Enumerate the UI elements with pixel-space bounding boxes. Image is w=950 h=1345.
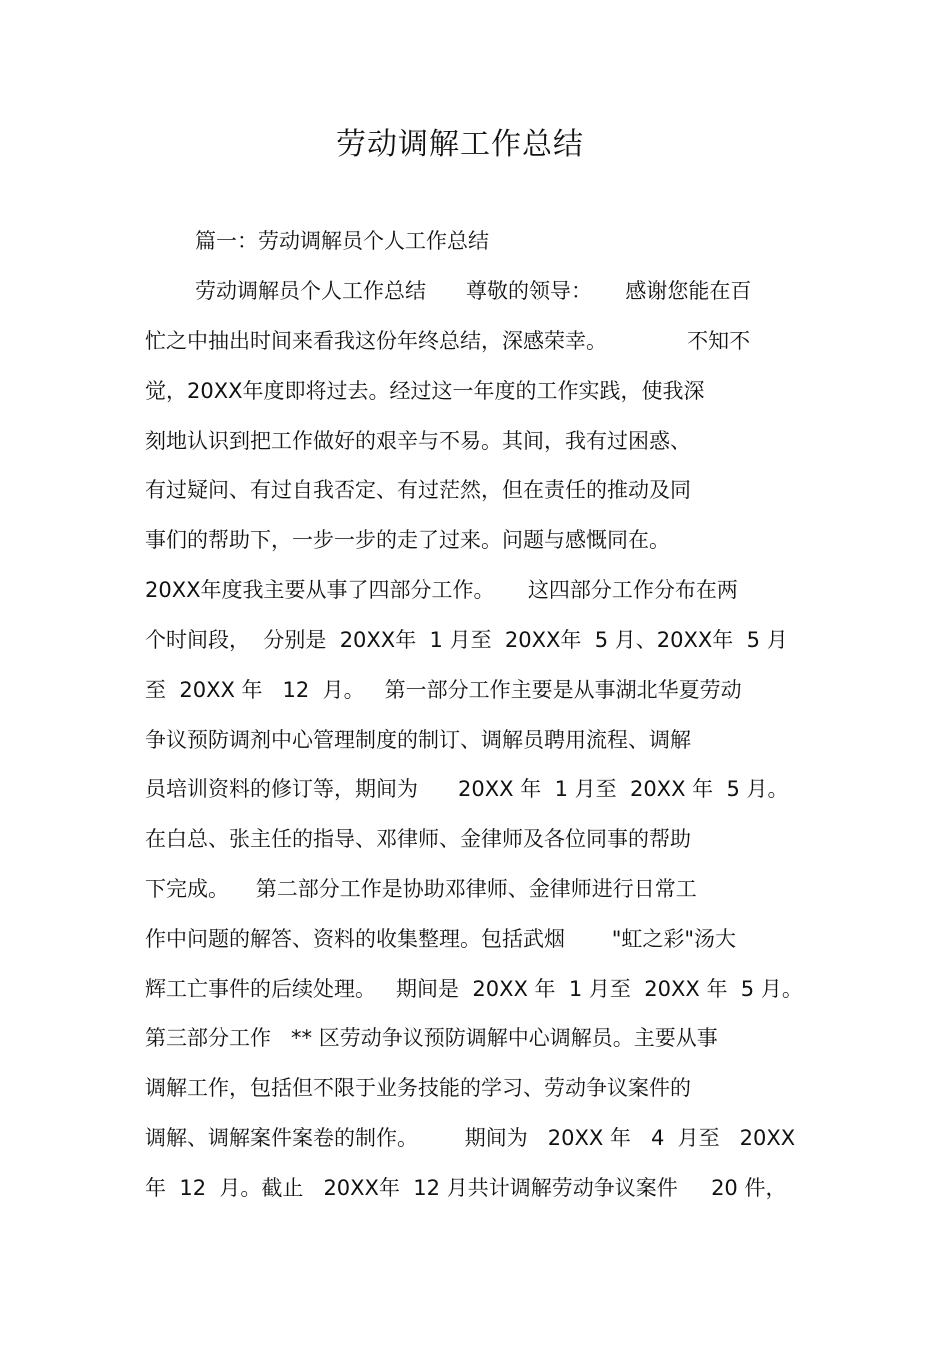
- body-line-4: 刻地认识到把工作做好的艰辛与不易。其间，我有过困惑、: [145, 429, 691, 453]
- body-line-14: 作中问题的解答、资料的收集整理。包括武烟 "虹之彩"汤大: [145, 927, 737, 951]
- body-line-11: 员培训资料的修订等，期间为 20XX 年 1 月至 20XX 年 5 月。: [145, 777, 789, 801]
- body-line-6: 事们的帮助下，一步一步的走了过来。问题与感慨同在。: [145, 528, 670, 552]
- body-line-10: 争议预防调剂中心管理制度的制订、调解员聘用流程、调解: [145, 728, 691, 752]
- body-line-17: 调解工作，包括但不限于业务技能的学习、劳动争议案件的: [145, 1076, 691, 1100]
- body-line-5: 有过疑问、有过自我否定、有过茫然，但在责任的推动及同: [145, 478, 691, 502]
- body-line-8: 个时间段， 分别是 20XX年 1 月至 20XX年 5 月、20XX年 5 月: [145, 628, 788, 652]
- body-line-19: 年 12 月。截止 20XX年 12 月共计调解劳动争议案件 20 件，: [145, 1176, 787, 1200]
- body-line-13: 下完成。 第二部分工作是协助邓律师、金律师进行日常工: [145, 877, 697, 901]
- body-line-7: 20XX年度我主要从事了四部分工作。 这四部分工作分布在两: [145, 578, 738, 602]
- body-line-18: 调解、调解案件案卷的制作。 期间为 20XX 年 4 月至 20XX: [145, 1126, 796, 1150]
- body-line-1: 劳动调解员个人工作总结 尊敬的领导： 感谢您能在百: [195, 279, 752, 303]
- body-line-12: 在白总、张主任的指导、邓律师、金律师及各位同事的帮助: [145, 827, 691, 851]
- body-line-2: 忙之中抽出时间来看我这份年终总结，深感荣幸。 不知不: [145, 329, 751, 353]
- body-line-16: 第三部分工作 ** 区劳动争议预防调解中心调解员。主要从事: [145, 1026, 718, 1050]
- document-title: 劳动调解工作总结: [336, 127, 584, 162]
- body-line-9: 至 20XX 年 12 月。 第一部分工作主要是从事湖北华夏劳动: [145, 678, 742, 702]
- body-line-15: 辉工亡事件的后续处理。 期间是 20XX 年 1 月至 20XX 年 5 月。: [145, 977, 803, 1001]
- section-heading: 篇一：劳动调解员个人工作总结: [195, 229, 489, 253]
- body-line-3: 觉，20XX年度即将过去。经过这一年度的工作实践，使我深: [145, 379, 705, 403]
